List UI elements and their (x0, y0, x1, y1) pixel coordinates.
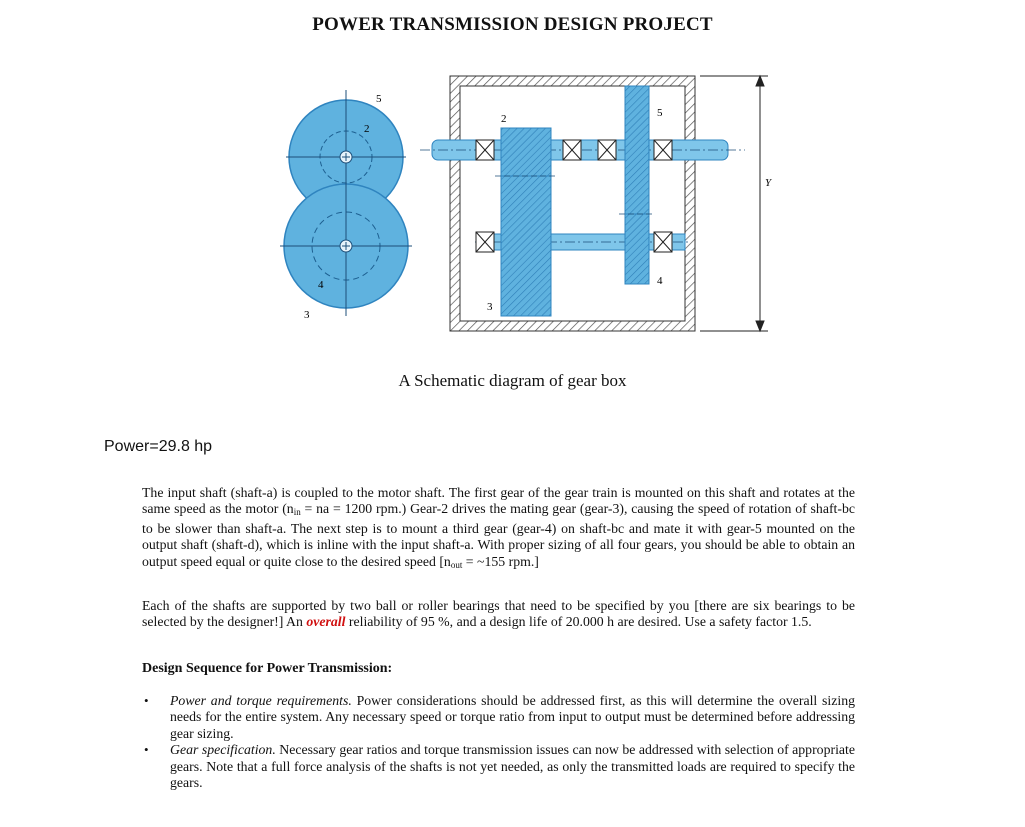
gear-2-front (501, 128, 551, 176)
gear-5-front (625, 86, 649, 214)
design-sequence-list (142, 693, 855, 791)
dimension-y (700, 76, 768, 331)
label-dim-y: Y (765, 177, 772, 189)
label-side-4: 4 (318, 279, 324, 291)
diagram-caption: A Schematic diagram of gear box (398, 371, 627, 390)
side-view-gears (280, 90, 412, 321)
list-item: • Power and torque requirements. Power considerations should be addressed first, as this will determine the overall sizing needs for the entire system. Any necessary speed or torque ratio from input to output must be determined before addressing gear sizing. (144, 693, 855, 741)
overall-emphasis: overall (306, 614, 346, 630)
gear-4-front (625, 214, 649, 284)
input-output-shaft (420, 140, 745, 160)
power-value: Power=29.8 hp (104, 438, 213, 455)
label-side-5: 5 (376, 93, 382, 105)
page-title: POWER TRANSMISSION DESIGN PROJECT (312, 14, 713, 35)
gearbox-schematic (280, 68, 780, 344)
label-front-5: 5 (657, 107, 663, 119)
gear-3-front (501, 176, 551, 316)
label-side-2: 2 (364, 123, 370, 135)
paragraph-bearings: Each of the shafts are supported by two ball or roller bearings that need to be specified by you [there are six bearings to be selected by the designer!] An overall reliability of 95 %, and a design life of 20.000 h are desired. Use a safety factor 1.5. (142, 598, 855, 630)
list-item: • Gear specification. Necessary gear ratios and torque transmission issues can now be addressed with selection of appropriate gears. Note that a full force analysis of the shafts is not yet needed, as only the transmitted loads are required to specify the gears. (144, 742, 855, 791)
section-heading: Design Sequence for Power Transmission: (142, 661, 393, 676)
label-front-4: 4 (657, 275, 663, 287)
label-front-3: 3 (487, 301, 493, 313)
paragraph-input-shaft: The input shaft (shaft-a) is coupled to the motor shaft. The first gear of the gear train is mounted on this shaft and rotates at the same speed as the motor ($n_{in}$ = na = 1200 rpm.) Gear-2 drives the mating gear (gear-3), causing the speed of rotation of shaft-bc to be slower than shaft-a. The next step is to mount a third gear (gear-4) on shaft-bc and mate it with gear-5 mounted on the output shaft (shaft-d), which is inline with the input shaft-a. With proper sizing of all four gears, you should be able to obtain an output speed equal or quite close to the desired speed [$n_{out}$ = ~155 rpm.] (142, 485, 855, 570)
label-side-3: 3 (304, 309, 310, 321)
label-front-2: 2 (501, 113, 507, 125)
